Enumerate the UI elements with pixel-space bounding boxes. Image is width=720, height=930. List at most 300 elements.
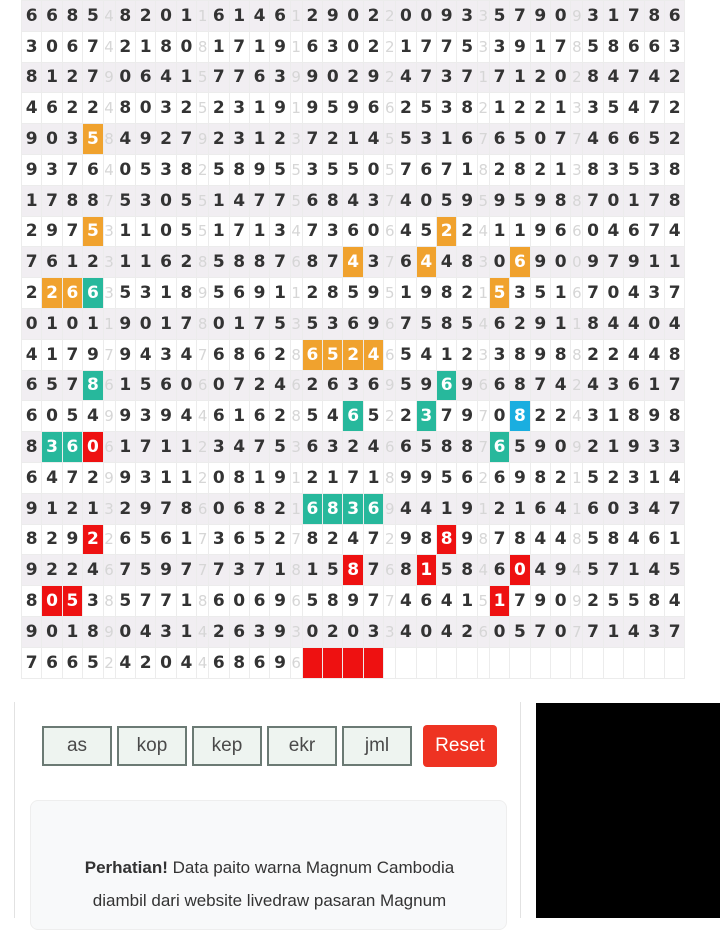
paito-separator-cell: 0 [571,247,583,278]
paito-cell: 8 [229,154,249,185]
paito-cell: 4 [396,616,416,647]
paito-cell: 3 [156,339,176,370]
paito-cell: 6 [249,401,269,432]
paito-cell: 2 [115,31,135,62]
paito-cell: 8 [62,1,82,32]
paito-cell: 4 [249,1,269,32]
reset-button[interactable]: Reset [423,725,497,767]
paito-cell: 8 [583,62,603,93]
paito-cell: 7 [209,62,229,93]
paito-cell: 8 [664,401,684,432]
paito-cell: 8 [323,493,343,524]
paito-cell: 1 [176,432,196,463]
paito-cell: 8 [156,31,176,62]
paito-separator-cell: 7 [477,432,489,463]
paito-cell: 8 [603,524,623,555]
paito-cell: 3 [457,1,477,32]
paito-cell: 0 [176,370,196,401]
paito-cell: 5 [135,524,155,555]
black-panel [536,703,720,918]
paito-separator-cell: 9 [571,586,583,617]
paito-cell: 7 [644,216,664,247]
paito-cell: 8 [457,432,477,463]
ekr-filter-button[interactable]: ekr [267,726,337,766]
paito-cell: 6 [229,278,249,309]
paito-cell: 0 [42,124,62,155]
paito-cell: 9 [249,154,269,185]
paito-cell: 0 [644,308,664,339]
paito-separator-cell: 2 [197,462,209,493]
paito-cell: 7 [510,586,530,617]
paito-cell: 0 [603,185,623,216]
paito-cell: 2 [323,124,343,155]
paito-separator-cell: 4 [103,93,115,124]
paito-separator-cell: 2 [477,462,489,493]
paito-cell: 0 [176,31,196,62]
paito-cell: 0 [550,432,570,463]
paito-cell: 1 [209,185,229,216]
paito-cell: 2 [302,462,322,493]
paito-row [22,339,685,370]
paito-cell: 8 [550,185,570,216]
paito-cell: 4 [176,401,196,432]
paito-cell: 2 [42,524,62,555]
paito-cell: 7 [83,31,103,62]
paito-cell: 5 [583,555,603,586]
notice-box [30,800,507,930]
paito-separator-cell: 6 [384,555,396,586]
paito-cell: 8 [457,247,477,278]
paito-cell: 8 [302,247,322,278]
paito-row [22,154,685,185]
paito-cell: 6 [22,401,42,432]
paito-cell: 9 [457,524,477,555]
paito-cell: 5 [510,124,530,155]
paito-cell: 4 [644,493,664,524]
jml-filter-button[interactable]: jml [342,726,412,766]
paito-cell: 0 [156,647,176,678]
paito-cell: 9 [270,616,290,647]
paito-cell: 6 [62,31,82,62]
paito-cell: 6 [624,124,644,155]
paito-cell: 8 [249,247,269,278]
paito-cell: 6 [416,154,436,185]
paito-cell: 2 [156,124,176,155]
paito-separator-cell: 9 [290,62,302,93]
paito-cell: 6 [42,1,62,32]
paito-cell [664,647,684,678]
paito-cell: 4 [135,339,155,370]
paito-cell: 9 [416,370,436,401]
paito-cell: 2 [664,93,684,124]
paito-separator-cell: 6 [103,555,115,586]
paito-separator-cell: 1 [477,62,489,93]
paito-row [22,93,685,124]
paito-cell: 4 [437,247,457,278]
paito-cell: 1 [603,616,623,647]
paito-cell: 9 [457,493,477,524]
paito-cell: 8 [83,616,103,647]
paito-cell [583,647,603,678]
paito-cell: 3 [209,432,229,463]
paito-cell: 2 [209,616,229,647]
paito-cell: 3 [363,185,383,216]
paito-cell: 0 [156,185,176,216]
paito-cell: 5 [115,185,135,216]
paito-cell: 4 [644,555,664,586]
paito-cell: 1 [42,308,62,339]
paito-cell: 7 [550,124,570,155]
paito-cell: 5 [302,586,322,617]
paito-cell: 4 [135,616,155,647]
paito-cell: 2 [396,93,416,124]
paito-cell: 1 [437,339,457,370]
paito-cell: 2 [583,586,603,617]
paito-separator-cell: 6 [290,370,302,401]
paito-cell: 3 [229,124,249,155]
paito-cell: 1 [323,462,343,493]
paito-cell: 2 [115,493,135,524]
paito-separator-cell: 5 [477,185,489,216]
paito-separator-cell [477,647,489,678]
paito-separator-cell [571,647,583,678]
paito-cell: 3 [156,154,176,185]
paito-cell [457,647,477,678]
paito-cell: 3 [135,185,155,216]
paito-cell: 0 [583,216,603,247]
paito-row [22,462,685,493]
paito-cell: 5 [62,586,82,617]
paito-cell: 2 [62,93,82,124]
paito-cell: 1 [550,278,570,309]
paito-separator-cell: 3 [103,247,115,278]
paito-cell: 3 [42,432,62,463]
paito-cell: 2 [457,339,477,370]
paito-cell: 8 [229,647,249,678]
paito-cell: 4 [396,185,416,216]
paito-cell: 9 [530,247,550,278]
paito-cell: 7 [323,247,343,278]
paito-cell: 6 [302,185,322,216]
paito-cell: 9 [115,401,135,432]
paito-cell: 1 [437,493,457,524]
paito-cell: 0 [363,216,383,247]
paito-cell: 6 [115,524,135,555]
paito-separator-cell: 9 [384,493,396,524]
paito-separator-cell: 9 [197,278,209,309]
paito-cell: 0 [550,586,570,617]
paito-table-container [21,0,720,702]
paito-cell: 9 [270,31,290,62]
paito-separator-cell: 7 [477,401,489,432]
paito-cell: 0 [550,247,570,278]
paito-cell: 0 [323,62,343,93]
paito-cell: 1 [270,278,290,309]
paito-separator-cell: 1 [571,493,583,524]
paito-cell: 5 [416,308,436,339]
paito-cell: 0 [603,493,623,524]
paito-cell: 9 [644,401,664,432]
paito-cell: 5 [489,278,509,309]
paito-cell: 4 [624,308,644,339]
paito-cell: 3 [363,247,383,278]
paito-separator-cell [384,647,396,678]
paito-cell: 7 [62,462,82,493]
paito-cell: 1 [396,278,416,309]
paito-separator-cell: 7 [571,124,583,155]
paito-row [22,124,685,155]
paito-cell: 6 [343,308,363,339]
paito-cell: 0 [135,93,155,124]
paito-separator-cell: 3 [571,154,583,185]
paito-cell: 8 [510,339,530,370]
paito-cell: 3 [437,93,457,124]
paito-separator-cell: 8 [571,31,583,62]
paito-cell: 8 [644,1,664,32]
paito-cell: 9 [302,93,322,124]
paito-cell: 7 [489,524,509,555]
paito-cell: 4 [624,339,644,370]
paito-separator-cell: 3 [477,31,489,62]
paito-cell: 6 [363,93,383,124]
paito-cell: 2 [62,555,82,586]
paito-cell: 9 [83,339,103,370]
paito-cell: 0 [156,1,176,32]
paito-cell: 6 [62,278,82,309]
paito-cell: 6 [209,401,229,432]
paito-cell: 3 [22,31,42,62]
paito-cell: 5 [396,370,416,401]
paito-cell: 6 [343,216,363,247]
paito-separator-cell: 9 [103,62,115,93]
paito-cell: 6 [42,247,62,278]
paito-cell: 9 [489,185,509,216]
paito-cell: 9 [135,124,155,155]
paito-cell [416,647,436,678]
paito-cell: 0 [343,616,363,647]
paito-separator-cell: 4 [103,31,115,62]
paito-cell [530,647,550,678]
paito-cell: 1 [550,308,570,339]
paito-cell: 9 [156,555,176,586]
paito-cell: 5 [624,154,644,185]
paito-separator-cell: 3 [103,216,115,247]
paito-separator-cell: 1 [290,93,302,124]
paito-cell: 1 [437,124,457,155]
paito-separator-cell: 7 [290,524,302,555]
paito-cell: 8 [510,524,530,555]
paito-separator-cell: 8 [571,185,583,216]
paito-cell: 1 [603,1,623,32]
paito-cell: 1 [156,308,176,339]
paito-cell: 8 [550,339,570,370]
kep-filter-button[interactable]: kep [192,726,262,766]
paito-cell: 7 [135,586,155,617]
paito-cell [323,647,343,678]
paito-cell: 9 [156,401,176,432]
paito-cell: 7 [530,370,550,401]
paito-cell [343,647,363,678]
paito-cell: 1 [644,247,664,278]
paito-cell [550,647,570,678]
paito-separator-cell: 6 [571,278,583,309]
paito-cell: 3 [583,1,603,32]
paito-cell: 2 [343,62,363,93]
paito-cell: 7 [229,62,249,93]
paito-cell: 4 [603,62,623,93]
paito-cell: 9 [343,586,363,617]
paito-cell: 8 [343,555,363,586]
paito-cell: 2 [270,401,290,432]
paito-cell: 9 [363,62,383,93]
paito-cell: 3 [135,462,155,493]
notice-line2: diambil dari website livedraw pasaran Magnum [92,891,447,910]
paito-cell: 8 [396,555,416,586]
paito-cell: 9 [249,278,269,309]
paito-cell: 8 [22,524,42,555]
paito-cell: 7 [229,216,249,247]
paito-separator-cell: 8 [197,31,209,62]
paito-separator-cell: 7 [384,185,396,216]
paito-cell: 8 [229,462,249,493]
paito-separator-cell: 7 [384,247,396,278]
paito-cell: 5 [437,555,457,586]
paito-row [22,586,685,617]
paito-cell: 9 [510,31,530,62]
paito-cell: 1 [530,31,550,62]
paito-cell: 5 [323,555,343,586]
paito-cell: 1 [115,216,135,247]
paito-cell [396,647,416,678]
kop-filter-button[interactable]: kop [117,726,187,766]
paito-separator-cell: 8 [290,555,302,586]
paito-cell: 6 [489,370,509,401]
paito-cell: 1 [550,154,570,185]
paito-cell: 8 [249,493,269,524]
paito-cell: 5 [135,370,155,401]
paito-cell: 2 [530,154,550,185]
paito-cell: 1 [22,185,42,216]
paito-separator-cell: 6 [290,247,302,278]
paito-cell: 9 [270,462,290,493]
paito-cell: 6 [457,462,477,493]
paito-cell: 6 [83,154,103,185]
paito-cell: 7 [156,493,176,524]
paito-cell: 1 [135,216,155,247]
paito-separator-cell: 3 [290,308,302,339]
paito-cell: 1 [42,493,62,524]
paito-cell: 0 [42,616,62,647]
as-filter-button[interactable]: as [42,726,112,766]
paito-separator-cell: 2 [103,647,115,678]
paito-cell: 8 [176,493,196,524]
paito-cell: 1 [156,432,176,463]
paito-cell: 5 [416,216,436,247]
paito-cell: 5 [624,586,644,617]
paito-cell: 7 [62,339,82,370]
paito-cell: 4 [115,124,135,155]
paito-cell: 8 [437,308,457,339]
paito-cell: 1 [249,216,269,247]
paito-separator-cell: 9 [571,432,583,463]
paito-cell: 1 [416,555,436,586]
paito-cell: 2 [302,278,322,309]
paito-separator-cell: 5 [477,586,489,617]
paito-cell: 4 [437,586,457,617]
paito-separator-cell: 5 [384,124,396,155]
paito-separator-cell: 1 [290,1,302,32]
paito-cell: 2 [302,370,322,401]
paito-cell: 5 [270,308,290,339]
paito-cell: 5 [457,31,477,62]
paito-cell: 0 [416,1,436,32]
paito-separator-cell: 5 [290,185,302,216]
paito-separator-cell: 8 [477,524,489,555]
paito-cell: 3 [270,62,290,93]
paito-cell: 7 [176,308,196,339]
paito-row [22,31,685,62]
paito-separator-cell: 2 [384,31,396,62]
paito-cell: 6 [209,647,229,678]
paito-cell: 4 [603,216,623,247]
paito-cell: 3 [583,93,603,124]
paito-cell: 1 [664,247,684,278]
paito-cell: 6 [249,586,269,617]
paito-separator-cell: 3 [103,278,115,309]
paito-separator-cell: 6 [103,370,115,401]
paito-separator-cell: 9 [384,370,396,401]
paito-cell: 5 [176,216,196,247]
paito-cell: 2 [530,401,550,432]
paito-cell: 6 [664,1,684,32]
paito-cell: 6 [156,524,176,555]
paito-cell: 9 [530,586,550,617]
paito-cell: 4 [396,586,416,617]
paito-cell: 1 [176,62,196,93]
paito-cell: 7 [416,62,436,93]
paito-cell: 1 [42,339,62,370]
paito-cell: 9 [363,278,383,309]
paito-cell: 1 [176,586,196,617]
paito-separator-cell: 8 [290,339,302,370]
paito-cell: 6 [209,586,229,617]
paito-cell: 7 [270,185,290,216]
paito-cell: 4 [229,185,249,216]
paito-separator-cell: 2 [384,62,396,93]
paito-cell: 7 [176,124,196,155]
paito-cell: 0 [209,370,229,401]
paito-cell: 4 [115,647,135,678]
paito-separator-cell: 6 [384,432,396,463]
paito-cell: 5 [83,1,103,32]
paito-cell: 8 [22,62,42,93]
notice-text [31,851,508,917]
paito-cell: 3 [156,93,176,124]
paito-cell: 9 [457,185,477,216]
paito-separator-cell: 2 [197,432,209,463]
paito-cell: 4 [83,555,103,586]
paito-cell: 3 [603,154,623,185]
paito-cell [510,647,530,678]
paito-separator-cell: 7 [103,185,115,216]
paito-cell: 0 [489,247,509,278]
paito-cell: 5 [83,216,103,247]
paito-cell: 3 [664,31,684,62]
paito-cell: 1 [249,31,269,62]
paito-cell: 7 [644,93,664,124]
paito-cell: 7 [664,493,684,524]
paito-cell: 7 [530,616,550,647]
